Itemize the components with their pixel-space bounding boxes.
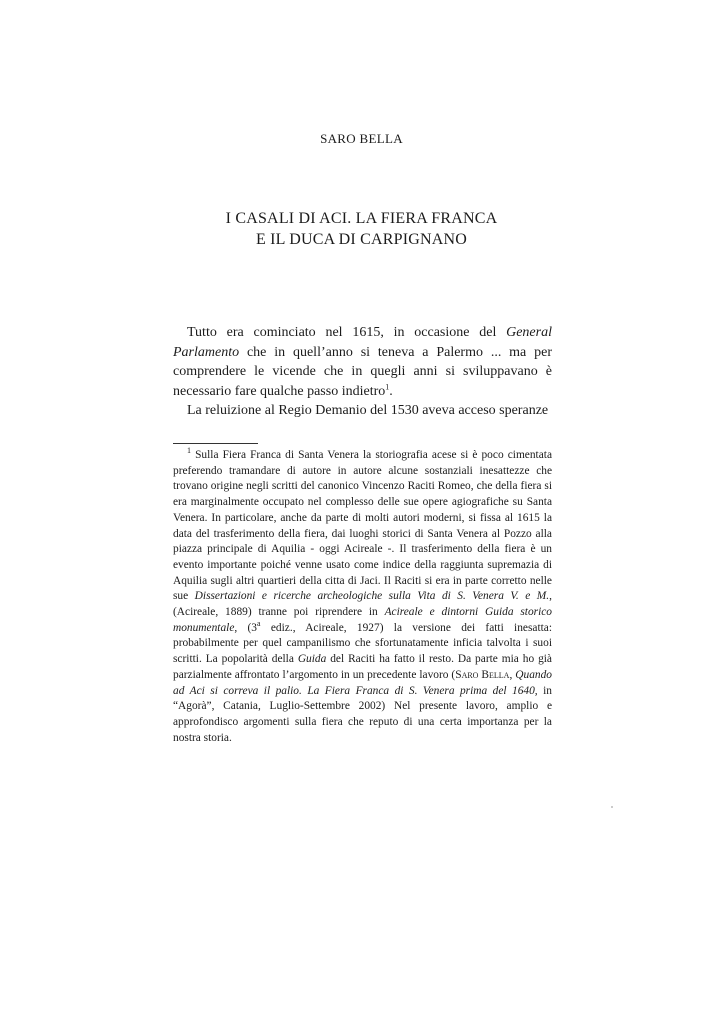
p1-italic: General Parlamento bbox=[173, 325, 552, 360]
footnote-ref-1[interactable]: 1 bbox=[385, 381, 390, 391]
author-name: SARO BELLA bbox=[320, 131, 403, 146]
fn-italic-4: Quando ad Aci si correva il palio. La Fiera Franca di S. Venera prima del 1640, bbox=[173, 668, 552, 697]
paragraph-2: La reluizione al Regio Demanio del 1530 aveva acceso speranze bbox=[187, 403, 549, 418]
fn-edition-sup: a bbox=[257, 618, 261, 628]
footnote-1 bbox=[173, 448, 552, 746]
fn-italic-3: Guida bbox=[297, 653, 327, 666]
fn-seg-4: del Raciti ha fatto il resto. Da parte mia ho già parzialmente affrontato l’argomento in un precedente lavoro ( bbox=[173, 653, 552, 681]
paragraph-1 bbox=[173, 323, 552, 401]
fn-seg-3: , (3 bbox=[234, 621, 258, 634]
footnote-marker: 1 bbox=[187, 446, 191, 456]
scan-speck bbox=[611, 806, 613, 808]
p1-text-end: . bbox=[389, 383, 393, 399]
fn-seg-3b: ediz., Acireale, 1927) la versione dei fatti inesatta: probabilmente per quel campanilismo che sfortunatamente inficia talvolta i suoi scritti. La popolarità della bbox=[173, 621, 552, 666]
title-line-2: E IL DUCA DI CARPIGNANO bbox=[255, 231, 468, 248]
title-line-1: I CASALI DI ACI. LA FIERA FRANCA bbox=[225, 210, 498, 227]
fn-author-smallcaps: Saro Bella bbox=[455, 668, 510, 681]
fn-italic-2: Acireale e dintorni Guida storico monumentale bbox=[173, 606, 553, 634]
footnote-text bbox=[173, 448, 552, 746]
article-title bbox=[0, 208, 723, 250]
body-text bbox=[173, 323, 552, 421]
fn-seg-6: in “Agorà”, Catania, Luglio-Settembre 2002) Nel presente lavoro, amplio e approfondisco argomenti sulla fiera che reputo di una certa importanza per la nostra storia. bbox=[173, 684, 552, 744]
p1-text-b: che in quell’anno si teneva a Palermo ... ma per comprendere le vicende che in quegli anni si sviluppavano è necessario fare qualche passo indietro bbox=[173, 344, 552, 399]
p1-text-a: Tutto era cominciato nel 1615, in occasione del bbox=[187, 325, 507, 340]
fn-italic-1: Dissertazioni e ricerche archeologiche sulla Vita di S. Venera V. e M. bbox=[194, 590, 550, 603]
fn-seg-1: Sulla Fiera Franca di Santa Venera la storiografia acese si è poco cimentata preferendo tramandare di autore in autore alcune sostanziali inesattezze che trovano origine negli scritti del canonico Vincenzo Raciti Romeo, che della fiera si era marginalmente occupato nel complesso delle sue opere agiografiche su Santa Venera. In particolare, anche da parte di molti autori moderni, si fissa al 1615 la data del trasferimento della fiera, dai luoghi storici di Santa Venera al Pozzo alla piazza principale di Aquilia - oggi Acireale -. Il trasferimento della fiera è un evento importante poiché venne usato come indice della raggiunta supremazia di Aquilia sugli altri quartieri della citta di Jaci. Il Raciti si era in parte corretto nelle sue bbox=[173, 449, 552, 603]
fn-seg-2: , (Acireale, 1889) tranne poi riprendere in bbox=[173, 590, 552, 619]
fn-seg-5: , bbox=[509, 668, 516, 681]
footnote-rule bbox=[173, 443, 258, 444]
